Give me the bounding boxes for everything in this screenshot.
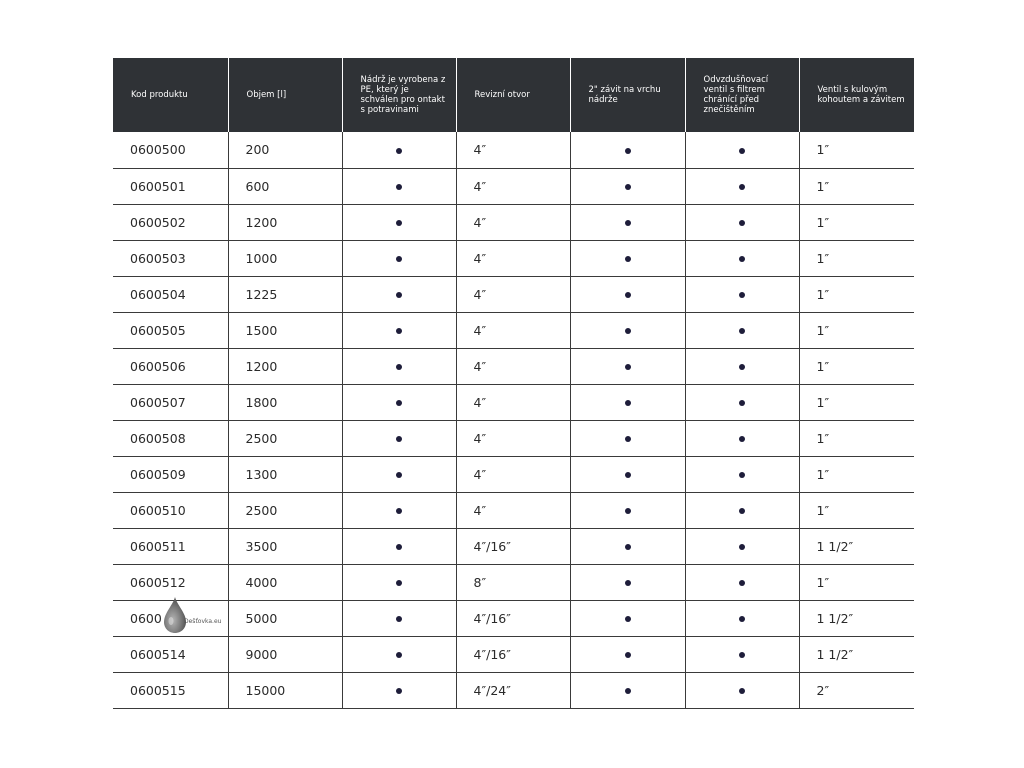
header-vent-valve: Odvzdušňovací ventil s filtrem chránící před znečištěním xyxy=(685,58,799,132)
bullet-dot-icon xyxy=(396,436,402,442)
cell-product-code: 0600505 xyxy=(113,312,228,348)
header-volume: Objem [l] xyxy=(228,58,342,132)
bullet-dot-icon xyxy=(625,472,631,478)
cell-revision-opening: 4″ xyxy=(456,240,570,276)
cell-top-thread xyxy=(570,168,685,204)
bullet-dot-icon xyxy=(396,148,402,154)
table-row xyxy=(113,672,914,708)
cell-food-safe-pe xyxy=(342,132,456,168)
bullet-dot-icon xyxy=(396,688,402,694)
cell-revision-opening: 4″ xyxy=(456,384,570,420)
cell-vent-valve xyxy=(685,168,799,204)
cell-ball-valve: 1″ xyxy=(799,456,914,492)
cell-vent-valve xyxy=(685,636,799,672)
cell-volume: 5000 xyxy=(228,600,342,636)
header-ball-valve: Ventil s kulovým kohoutem a závitem xyxy=(799,58,914,132)
cell-volume: 1200 xyxy=(228,348,342,384)
cell-top-thread xyxy=(570,312,685,348)
cell-ball-valve: 1″ xyxy=(799,168,914,204)
cell-revision-opening: 4″ xyxy=(456,348,570,384)
bullet-dot-icon xyxy=(739,328,745,334)
cell-revision-opening: 4″ xyxy=(456,492,570,528)
cell-ball-valve: 2″ xyxy=(799,672,914,708)
cell-revision-opening: 4″ xyxy=(456,312,570,348)
cell-revision-opening: 4″/16″ xyxy=(456,600,570,636)
bullet-dot-icon xyxy=(396,184,402,190)
header-product-code: Kod produktu xyxy=(113,58,228,132)
cell-top-thread xyxy=(570,564,685,600)
cell-ball-valve: 1 1/2″ xyxy=(799,600,914,636)
cell-revision-opening: 4″ xyxy=(456,132,570,168)
cell-volume: 1500 xyxy=(228,312,342,348)
cell-ball-valve: 1″ xyxy=(799,276,914,312)
bullet-dot-icon xyxy=(625,148,631,154)
cell-volume: 1300 xyxy=(228,456,342,492)
bullet-dot-icon xyxy=(739,436,745,442)
bullet-dot-icon xyxy=(396,616,402,622)
cell-vent-valve xyxy=(685,276,799,312)
cell-food-safe-pe xyxy=(342,456,456,492)
cell-volume: 1225 xyxy=(228,276,342,312)
cell-vent-valve xyxy=(685,132,799,168)
cell-volume: 4000 xyxy=(228,564,342,600)
bullet-dot-icon xyxy=(625,256,631,262)
cell-product-code: 0600503 xyxy=(113,240,228,276)
header-food-safe-pe: Nádrž je vyrobena z PE, který je schválen pro ontakt s potravinami xyxy=(342,58,456,132)
watermark-text: Dešťovka.eu xyxy=(184,618,222,625)
cell-vent-valve xyxy=(685,600,799,636)
bullet-dot-icon xyxy=(625,184,631,190)
bullet-dot-icon xyxy=(625,436,631,442)
table-row xyxy=(113,384,914,420)
cell-volume: 1800 xyxy=(228,384,342,420)
bullet-dot-icon xyxy=(739,652,745,658)
cell-vent-valve xyxy=(685,672,799,708)
cell-top-thread xyxy=(570,384,685,420)
cell-revision-opening: 4″ xyxy=(456,420,570,456)
cell-food-safe-pe xyxy=(342,384,456,420)
bullet-dot-icon xyxy=(739,508,745,514)
table-row xyxy=(113,240,914,276)
cell-food-safe-pe xyxy=(342,528,456,564)
bullet-dot-icon xyxy=(396,292,402,298)
cell-top-thread xyxy=(570,600,685,636)
cell-ball-valve: 1″ xyxy=(799,492,914,528)
cell-food-safe-pe xyxy=(342,672,456,708)
table-row xyxy=(113,492,914,528)
bullet-dot-icon xyxy=(739,364,745,370)
cell-top-thread xyxy=(570,204,685,240)
cell-revision-opening: 4″/24″ xyxy=(456,672,570,708)
bullet-dot-icon xyxy=(396,544,402,550)
cell-ball-valve: 1″ xyxy=(799,420,914,456)
bullet-dot-icon xyxy=(396,472,402,478)
cell-ball-valve: 1″ xyxy=(799,312,914,348)
cell-top-thread xyxy=(570,528,685,564)
cell-top-thread xyxy=(570,492,685,528)
table-row xyxy=(113,420,914,456)
cell-top-thread xyxy=(570,348,685,384)
cell-ball-valve: 1″ xyxy=(799,384,914,420)
cell-vent-valve xyxy=(685,492,799,528)
cell-ball-valve: 1″ xyxy=(799,348,914,384)
cell-revision-opening: 4″/16″ xyxy=(456,636,570,672)
cell-food-safe-pe xyxy=(342,348,456,384)
cell-vent-valve xyxy=(685,528,799,564)
cell-food-safe-pe xyxy=(342,636,456,672)
cell-volume: 600 xyxy=(228,168,342,204)
bullet-dot-icon xyxy=(739,220,745,226)
bullet-dot-icon xyxy=(396,508,402,514)
bullet-dot-icon xyxy=(625,616,631,622)
cell-volume: 200 xyxy=(228,132,342,168)
cell-product-code: 0600500 xyxy=(113,132,228,168)
bullet-dot-icon xyxy=(396,256,402,262)
cell-food-safe-pe xyxy=(342,168,456,204)
bullet-dot-icon xyxy=(396,364,402,370)
bullet-dot-icon xyxy=(739,472,745,478)
bullet-dot-icon xyxy=(625,508,631,514)
cell-revision-opening: 4″/16″ xyxy=(456,528,570,564)
bullet-dot-icon xyxy=(625,364,631,370)
bullet-dot-icon xyxy=(625,688,631,694)
bullet-dot-icon xyxy=(739,544,745,550)
cell-product-code: 0600502 xyxy=(113,204,228,240)
bullet-dot-icon xyxy=(625,220,631,226)
cell-volume: 1000 xyxy=(228,240,342,276)
cell-revision-opening: 8″ xyxy=(456,564,570,600)
cell-food-safe-pe xyxy=(342,276,456,312)
bullet-dot-icon xyxy=(739,148,745,154)
bullet-dot-icon xyxy=(739,688,745,694)
bullet-dot-icon xyxy=(396,220,402,226)
cell-ball-valve: 1″ xyxy=(799,132,914,168)
bullet-dot-icon xyxy=(396,328,402,334)
cell-top-thread xyxy=(570,420,685,456)
cell-food-safe-pe xyxy=(342,312,456,348)
cell-vent-valve xyxy=(685,312,799,348)
cell-food-safe-pe xyxy=(342,600,456,636)
cell-top-thread xyxy=(570,132,685,168)
header-revision-opening: Revizní otvor xyxy=(456,58,570,132)
cell-top-thread xyxy=(570,240,685,276)
bullet-dot-icon xyxy=(625,292,631,298)
table-row xyxy=(113,348,914,384)
table-body xyxy=(113,132,914,708)
bullet-dot-icon xyxy=(625,400,631,406)
cell-vent-valve xyxy=(685,456,799,492)
cell-volume: 3500 xyxy=(228,528,342,564)
cell-revision-opening: 4″ xyxy=(456,204,570,240)
cell-food-safe-pe xyxy=(342,564,456,600)
cell-revision-opening: 4″ xyxy=(456,276,570,312)
cell-product-code: 0600514 xyxy=(113,636,228,672)
table-row xyxy=(113,456,914,492)
cell-ball-valve: 1 1/2″ xyxy=(799,636,914,672)
cell-ball-valve: 1″ xyxy=(799,240,914,276)
cell-revision-opening: 4″ xyxy=(456,168,570,204)
table-row xyxy=(113,168,914,204)
cell-vent-valve xyxy=(685,204,799,240)
cell-top-thread xyxy=(570,456,685,492)
header-top-thread: 2" závit na vrchu nádrže xyxy=(570,58,685,132)
cell-top-thread xyxy=(570,276,685,312)
bullet-dot-icon xyxy=(739,580,745,586)
bullet-dot-icon xyxy=(625,652,631,658)
cell-food-safe-pe xyxy=(342,492,456,528)
cell-product-code: 0600511 xyxy=(113,528,228,564)
bullet-dot-icon xyxy=(739,256,745,262)
cell-product-code: 0600504 xyxy=(113,276,228,312)
bullet-dot-icon xyxy=(396,652,402,658)
product-spec-table xyxy=(113,58,914,709)
cell-volume: 1200 xyxy=(228,204,342,240)
cell-product-code: 0600501 xyxy=(113,168,228,204)
table-row xyxy=(113,204,914,240)
cell-product-code: 0600512 xyxy=(113,564,228,600)
cell-vent-valve xyxy=(685,384,799,420)
cell-ball-valve: 1″ xyxy=(799,564,914,600)
cell-top-thread xyxy=(570,672,685,708)
bullet-dot-icon xyxy=(625,580,631,586)
table-header-row xyxy=(113,58,914,132)
cell-volume: 15000 xyxy=(228,672,342,708)
table-row xyxy=(113,312,914,348)
bullet-dot-icon xyxy=(625,544,631,550)
cell-ball-valve: 1 1/2″ xyxy=(799,528,914,564)
cell-ball-valve: 1″ xyxy=(799,204,914,240)
bullet-dot-icon xyxy=(739,616,745,622)
watermark xyxy=(158,596,228,636)
table-row xyxy=(113,276,914,312)
bullet-dot-icon xyxy=(396,580,402,586)
cell-vent-valve xyxy=(685,240,799,276)
table-row xyxy=(113,600,914,636)
cell-food-safe-pe xyxy=(342,240,456,276)
bullet-dot-icon xyxy=(625,328,631,334)
table-row xyxy=(113,528,914,564)
cell-product-code: 0600 xyxy=(113,600,228,636)
bullet-dot-icon xyxy=(739,400,745,406)
cell-vent-valve xyxy=(685,420,799,456)
cell-product-code: 0600506 xyxy=(113,348,228,384)
cell-food-safe-pe xyxy=(342,420,456,456)
table-row xyxy=(113,132,914,168)
cell-volume: 9000 xyxy=(228,636,342,672)
cell-product-code: 0600510 xyxy=(113,492,228,528)
cell-vent-valve xyxy=(685,348,799,384)
bullet-dot-icon xyxy=(739,292,745,298)
bullet-dot-icon xyxy=(739,184,745,190)
cell-product-code: 0600515 xyxy=(113,672,228,708)
bullet-dot-icon xyxy=(396,400,402,406)
cell-volume: 2500 xyxy=(228,420,342,456)
cell-volume: 2500 xyxy=(228,492,342,528)
table-row xyxy=(113,636,914,672)
cell-product-code: 0600509 xyxy=(113,456,228,492)
cell-top-thread xyxy=(570,636,685,672)
cell-revision-opening: 4″ xyxy=(456,456,570,492)
cell-food-safe-pe xyxy=(342,204,456,240)
water-drop-icon xyxy=(161,596,189,634)
table-row xyxy=(113,564,914,600)
cell-product-code: 0600508 xyxy=(113,420,228,456)
cell-vent-valve xyxy=(685,564,799,600)
cell-product-code: 0600507 xyxy=(113,384,228,420)
